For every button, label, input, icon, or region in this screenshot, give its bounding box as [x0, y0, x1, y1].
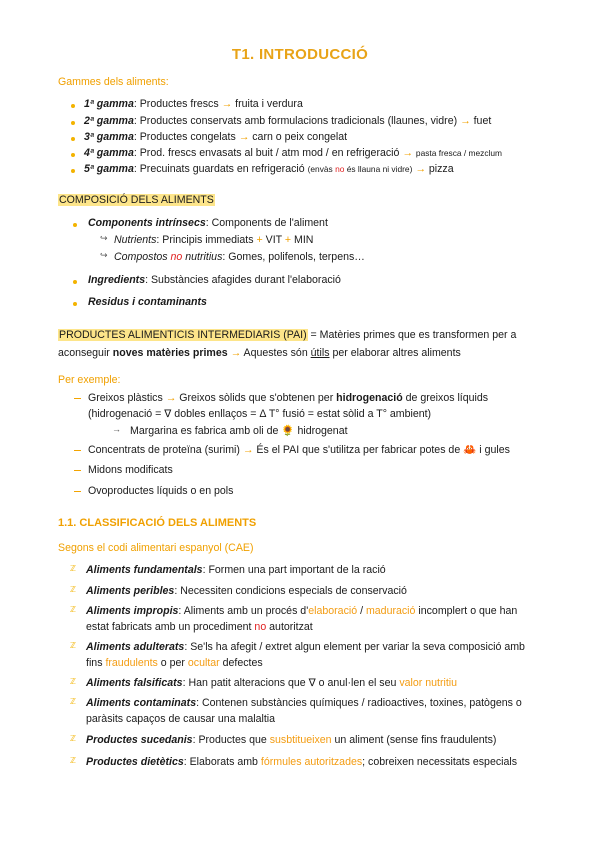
compostos-line: Compostos no nutritius: Gomes, polifenols, terpens… [114, 251, 365, 263]
dash-bullet [74, 491, 81, 492]
adulterats-line2: fins fraudulents o per ocultar defectes [86, 657, 263, 669]
gammes-heading: Gammes dels aliments: [58, 76, 169, 88]
z-bullet-icon: ℤ [70, 697, 76, 706]
z-bullet-icon: ℤ [70, 564, 76, 573]
classificacio-heading: 1.1. CLASSIFICACIÓ DELS ALIMENTS [58, 517, 257, 529]
contaminats-line2: paràsits capaços de causar una malaltia [86, 713, 276, 725]
arrow-icon: → [112, 424, 121, 434]
arrow-icon: ↪ [100, 250, 108, 260]
bullet-dot [71, 137, 75, 141]
margarina-line: Margarina es fabrica amb oli de 🌻 hidrogenat [130, 425, 348, 437]
bullet-dot [71, 121, 75, 125]
classificacio-sub: Segons el codi alimentari espanyol (CAE) [58, 542, 254, 554]
concentrats-line: Concentrats de proteïna (surimi) → És el PAI que s'utilitza per fabricar potes de 🦀 i gules [88, 444, 510, 456]
residus-line: Residus i contaminants [88, 296, 207, 308]
z-bullet-icon: ℤ [70, 605, 76, 614]
gamma-3: 3ª gamma: Productes congelats → carn o peix congelat [84, 131, 348, 143]
gamma-1: 1ª gamma: Productes frescs → fruita i verdura [84, 98, 303, 110]
bullet-dot [71, 104, 75, 108]
arrow-icon: ↪ [100, 233, 108, 243]
greixos-line2: (hidrogenació = ∇ dobles enllaços = Δ T° fusió = estat sòlid a T° ambient) [88, 408, 432, 420]
dash-bullet [74, 398, 81, 399]
contaminats-line1: Aliments contaminats: Contenen substàncies químiques / radioactives, toxines, patògens o [86, 697, 522, 709]
adulterats-line1: Aliments adulterats: Se'ls ha afegit / extret algun element per variar la seva composició amb [86, 641, 525, 653]
peribles-line: Aliments peribles: Necessiten condicions especials de conservació [86, 585, 407, 597]
ingredients-line: Ingredients: Substàncies afagides durant l'elaboració [88, 274, 341, 286]
greixos-line1: Greixos plàstics → Greixos sòlids que s'obtenen per hidrogenació de greixos líquids [88, 392, 489, 404]
gamma-4: 4ª gamma: Prod. frescs envasats al buit / atm mod / en refrigeració → pasta fresca / mezclum [84, 147, 503, 159]
bullet-dot [73, 223, 77, 227]
fonamentals-line: Aliments fundamentals: Formen una part important de la ració [86, 564, 386, 576]
bullet-dot [73, 280, 77, 284]
pai-definition-line2: aconseguir noves matèries primes → Aquestes són útils per elaborar altres aliments [58, 347, 461, 359]
z-bullet-icon: ℤ [70, 585, 76, 594]
bullet-dot [73, 302, 77, 306]
gamma-2: 2ª gamma: Productes conservats amb formulacions tradicionals (llaunes, vidre) → fuet [84, 115, 492, 127]
bullet-dot [71, 153, 75, 157]
ovo-line: Ovoproductes líquids o en pols [88, 485, 234, 497]
pai-definition-line1: PRODUCTES ALIMENTICIS INTERMEDIARIS (PAI) = Matèries primes que es transformen per a [59, 329, 517, 341]
dash-bullet [74, 450, 81, 451]
dash-bullet [74, 470, 81, 471]
page-title: T1. INTRODUCCIÓ [231, 46, 369, 63]
dietetics-line: Productes dietètics: Elaborats amb fórmules autoritzades; cobreixen necessitats especials [86, 756, 518, 768]
midons-line: Midons modificats [88, 464, 173, 476]
composicio-heading: COMPOSICIÓ DELS ALIMENTS [59, 194, 214, 206]
exemple-heading: Per exemple: [58, 374, 121, 386]
bullet-dot [71, 169, 75, 173]
z-bullet-icon: ℤ [70, 756, 76, 765]
falsificats-line: Aliments falsificats: Han patit alteracions que ∇ o anul·len el seu valor nutritiu [86, 677, 458, 689]
sucedanis-line: Productes sucedanis: Productes que susbtitueixen un aliment (sense fins fraudulents) [86, 734, 497, 746]
gamma-5: 5ª gamma: Precuinats guardats en refrigeració (envàs no és llauna ni vidre) → pizza [84, 163, 454, 175]
nutrients-line: Nutrients: Principis immediats + VIT + MIN [114, 234, 314, 246]
components-intrinsecs: Components intrínsecs: Components de l'aliment [88, 217, 328, 229]
impropis-line2: estat fabricats amb un procediment no autoritzat [86, 621, 313, 633]
z-bullet-icon: ℤ [70, 641, 76, 650]
z-bullet-icon: ℤ [70, 677, 76, 686]
z-bullet-icon: ℤ [70, 734, 76, 743]
impropis-line1: Aliments impropis: Aliments amb un procés d'elaboració / maduració incomplert o que han [86, 605, 518, 617]
